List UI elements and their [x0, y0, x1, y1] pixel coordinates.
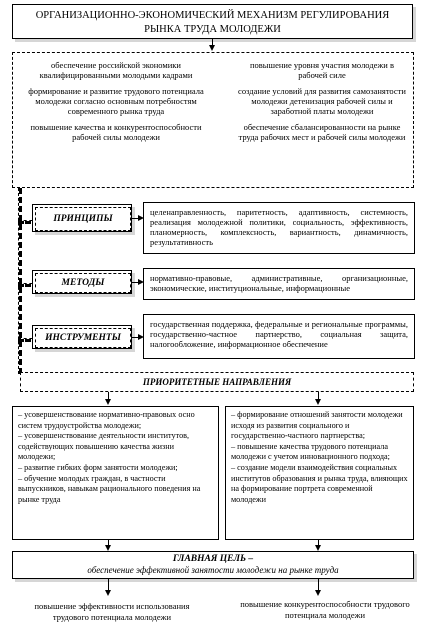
priority-item: – создание модели взаимодействия социальных институтов образования и рынка труда, влияющих на формирование портрета современной молодежи	[231, 462, 408, 504]
priority-item: – формирование отношений занятости молодежи исходя из развития социального и государственно-частного партнерства;	[231, 410, 403, 441]
goal-item: повышение уровня участия молодежи в рабочей силе	[250, 60, 394, 80]
principles-label: ПРИНЦИПЫ	[35, 207, 131, 231]
main-goal-box	[12, 551, 414, 579]
methods-box: нормативно-правовые, административные, организационные, экономические, институциональные, информационные	[143, 268, 415, 300]
goal-item: формирование и развитие трудового потенциала молодежи согласно основным потребностям современного рынка труда	[28, 86, 204, 116]
priority-item: – усовершенствование нормативно-правовых осно систем трудоустройства молодежи;	[18, 410, 195, 430]
instruments-label-frame	[32, 325, 132, 349]
result-right: повышение конкурентоспособности трудового потенциала молодежи	[240, 599, 410, 620]
principles-label-frame	[32, 204, 132, 232]
title-line-2: РЫНКА ТРУДА МОЛОДЕЖИ	[144, 24, 281, 35]
principles-box: целенаправленность, паритетность, адаптивность, системность, реализация молодежной политики, социальность, эффективность, планомерность, комплексность, вариантность, динамичность, результативность	[143, 202, 415, 254]
arrow-icon	[315, 590, 321, 596]
goal-item: обеспечение российской экономики квалифицированными молодыми кадрами	[39, 60, 193, 80]
arrow-icon	[105, 399, 111, 405]
goal-item: создание условий для развития самозанятости молодежи детенизация рабочей силы и заработной платы молодежи	[238, 86, 406, 116]
diagram-title	[12, 4, 413, 39]
goals-left	[27, 60, 205, 148]
priority-item: – усовершенствование деятельности институтов, содействующих повышению качества жизни молодежи;	[18, 431, 190, 462]
priority-item: – обучение молодых граждан, в частности выпускников, навыкам рационального поведения на рынке труда	[18, 473, 201, 504]
priorities-left-box	[12, 406, 219, 540]
spine-line	[18, 188, 22, 374]
instruments-box: государственная поддержка, федеральные и региональные программы, государственно-частное партнерство, социальная защита, налогообложение, информационное обеспечение	[143, 314, 415, 359]
priority-item: – повышение качества трудового потенциала молодежи с учетом инновационного подхода;	[231, 441, 390, 462]
methods-label-frame	[32, 270, 132, 294]
methods-label: МЕТОДЫ	[35, 273, 131, 293]
result-left: повышение эффективности использования трудового потенциала молодежи	[34, 601, 190, 622]
goal-item: повышение качества и конкурентоспособности рабочей силы молодежи	[30, 122, 202, 142]
priorities-label: ПРИОРИТЕТНЫЕ НАПРАВЛЕНИЯ	[20, 372, 414, 392]
goals-right	[237, 60, 407, 148]
main-goal-text: обеспечение эффективной занятости молодежи на рынке труда	[87, 565, 339, 575]
instruments-label: ИНСТРУМЕНТЫ	[35, 328, 131, 348]
arrow-icon	[315, 399, 321, 405]
arrow-icon	[209, 45, 215, 51]
main-goal-heading: ГЛАВНАЯ ЦЕЛЬ –	[172, 554, 254, 564]
goals-block	[12, 52, 414, 188]
goal-item: обеспечение сбалансированности на рынке труда рабочих мест и рабочей силы молодежи	[238, 122, 406, 142]
priority-item: – развитие гибких форм занятости молодежи;	[18, 462, 178, 472]
arrow-icon	[105, 590, 111, 596]
title-line-1: ОРГАНИЗАЦИОННО-ЭКОНОМИЧЕСКИЙ МЕХАНИЗМ РЕГУЛИРОВАНИЯ	[35, 10, 390, 21]
priorities-right-box	[225, 406, 414, 540]
